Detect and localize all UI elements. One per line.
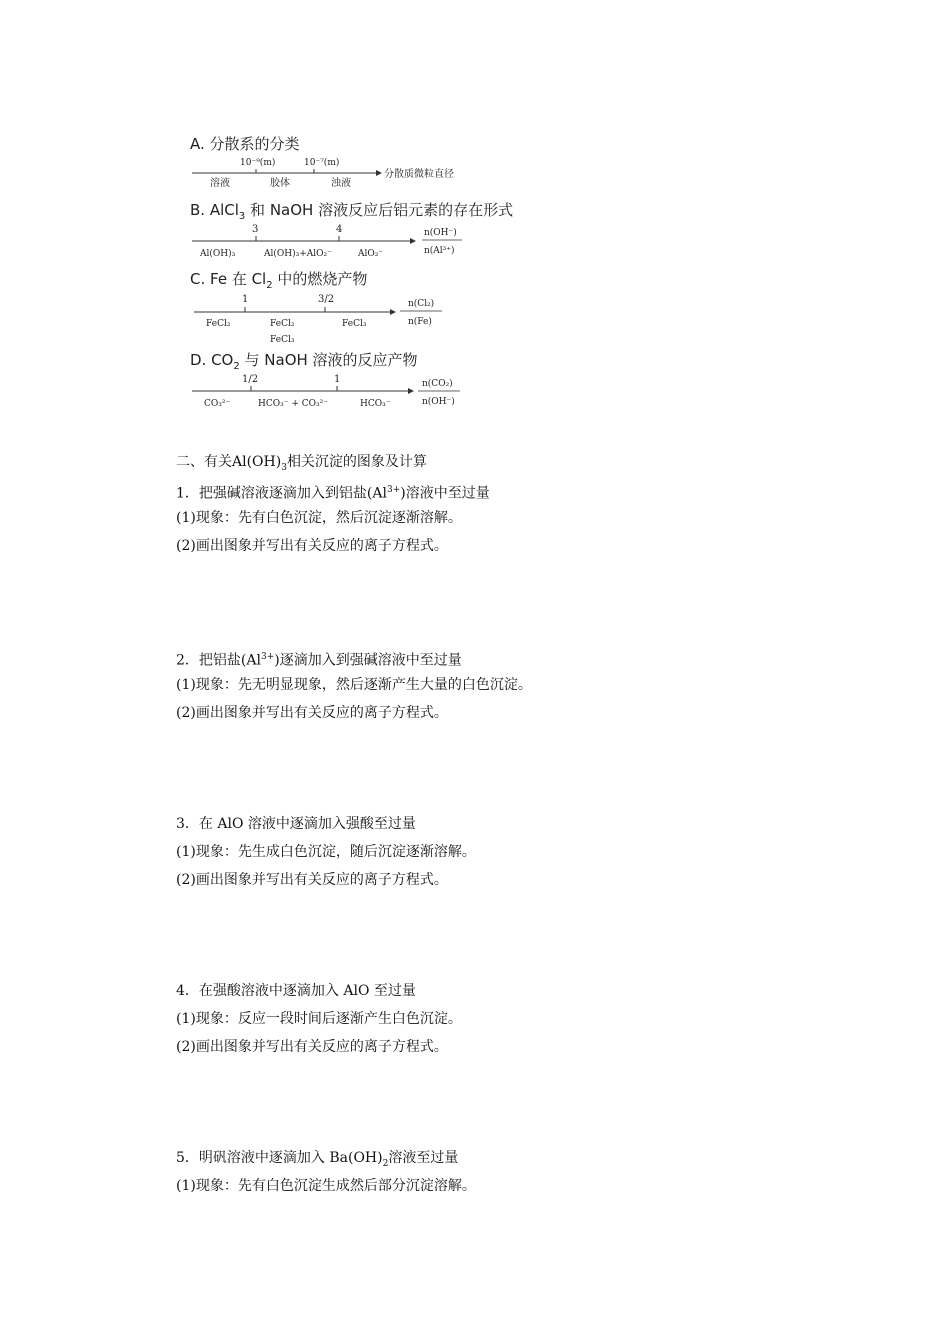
option-b-ratio-denominator: n(Al³⁺) (424, 246, 455, 256)
option-c-ratio-numerator: n(Cl₂) (408, 299, 435, 309)
number-line-figure (186, 128, 514, 418)
option-d-ratio-numerator: n(CO₂) (422, 379, 453, 389)
question-4-phenomenon: (1)现象：反应一段时间后逐渐产生白色沉淀。 (176, 1011, 462, 1027)
option-a-axis-label: 分散质微粒直径 (384, 169, 454, 180)
option-d-ratio-denominator: n(OH⁻) (422, 397, 455, 407)
option-d-tick-2: 1 (334, 374, 341, 385)
option-a-region-2: 胶体 (270, 178, 290, 189)
option-d-title: D. $CO_2$ 与 NaOH 溶液的反应产物 (190, 351, 418, 372)
question-1-title: 1．把强碱溶液逐滴加入到铝盐$(Al^{3+})$溶液中至过量 (176, 485, 490, 502)
option-a-title: A. 分散系的分类 (190, 135, 300, 153)
option-c-region-2b: FeCl₃ (270, 335, 295, 345)
question-1-phenomenon: (1)现象：先有白色沉淀，然后沉淀逐渐溶解。 (176, 510, 462, 526)
option-c-region-2a: FeCl₂ (270, 319, 295, 329)
option-b-tick-2: 4 (336, 224, 343, 235)
option-a-region-1: 溶液 (210, 178, 230, 189)
option-b-ratio-numerator: n(OH⁻) (424, 228, 457, 238)
option-c-tick-1: 1 (242, 294, 249, 305)
question-3-phenomenon: (1)现象：先生成白色沉淀，随后沉淀逐渐溶解。 (176, 844, 476, 860)
question-4-instruction: (2)画出图象并写出有关反应的离子方程式。 (176, 1039, 448, 1055)
section-heading: 二、有关$Al(OH)_3$相关沉淀的图象及计算 (176, 454, 427, 473)
option-b-title: B. AlCl$_3$ 和 NaOH 溶液反应后铝元素的存在形式 (190, 201, 514, 222)
option-b-arrowhead (410, 238, 416, 244)
option-c-region-3: FeCl₃ (342, 319, 367, 329)
question-5-phenomenon: (1)现象：先有白色沉淀生成然后部分沉淀溶解。 (176, 1178, 476, 1194)
option-c-title: C. Fe 在 $Cl_2$ 中的燃烧产物 (190, 270, 368, 291)
option-c-arrowhead (390, 309, 396, 315)
option-c-ratio-denominator: n(Fe) (408, 317, 432, 327)
option-d-region-2: HCO₃⁻ + CO₃²⁻ (258, 399, 328, 409)
question-1-instruction: (2)画出图象并写出有关反应的离子方程式。 (176, 538, 448, 554)
question-3-title: 3．在 AlO 溶液中逐滴加入强酸至过量 (176, 816, 416, 832)
option-d-tick-1: 1/2 (242, 374, 259, 385)
question-4-title: 4．在强酸溶液中逐滴加入 AlO 至过量 (176, 983, 416, 999)
option-b-region-2: Al(OH)₃+AlO₂⁻ (264, 249, 332, 259)
option-c-tick-2: 3/2 (318, 294, 335, 305)
option-d-region-3: HCO₃⁻ (360, 399, 391, 409)
option-b-tick-1: 3 (252, 224, 259, 235)
option-a-tick-1: 10⁻⁹(m) (240, 158, 276, 168)
option-a-region-3: 浊液 (331, 178, 351, 189)
figure-svg (186, 128, 514, 418)
question-3-instruction: (2)画出图象并写出有关反应的离子方程式。 (176, 872, 448, 888)
option-d-region-1: CO₃²⁻ (204, 399, 231, 409)
option-c-region-1: FeCl₂ (206, 319, 231, 329)
question-2-title: 2．把铝盐$(Al^{3+})$逐滴加入到强碱溶液中至过量 (176, 652, 462, 669)
option-b-region-3: AlO₂⁻ (358, 249, 384, 259)
option-a-tick-2: 10⁻⁷(m) (304, 158, 340, 168)
option-d-arrowhead (408, 388, 414, 394)
question-5-title: 5．明矾溶液中逐滴加入 $Ba(OH)_2$溶液至过量 (176, 1150, 459, 1169)
question-2-instruction: (2)画出图象并写出有关反应的离子方程式。 (176, 705, 448, 721)
question-2-phenomenon: (1)现象：先无明显现象，然后逐渐产生大量的白色沉淀。 (176, 677, 532, 693)
option-b-region-1: Al(OH)₃ (200, 249, 236, 259)
option-a-arrowhead (376, 170, 382, 176)
